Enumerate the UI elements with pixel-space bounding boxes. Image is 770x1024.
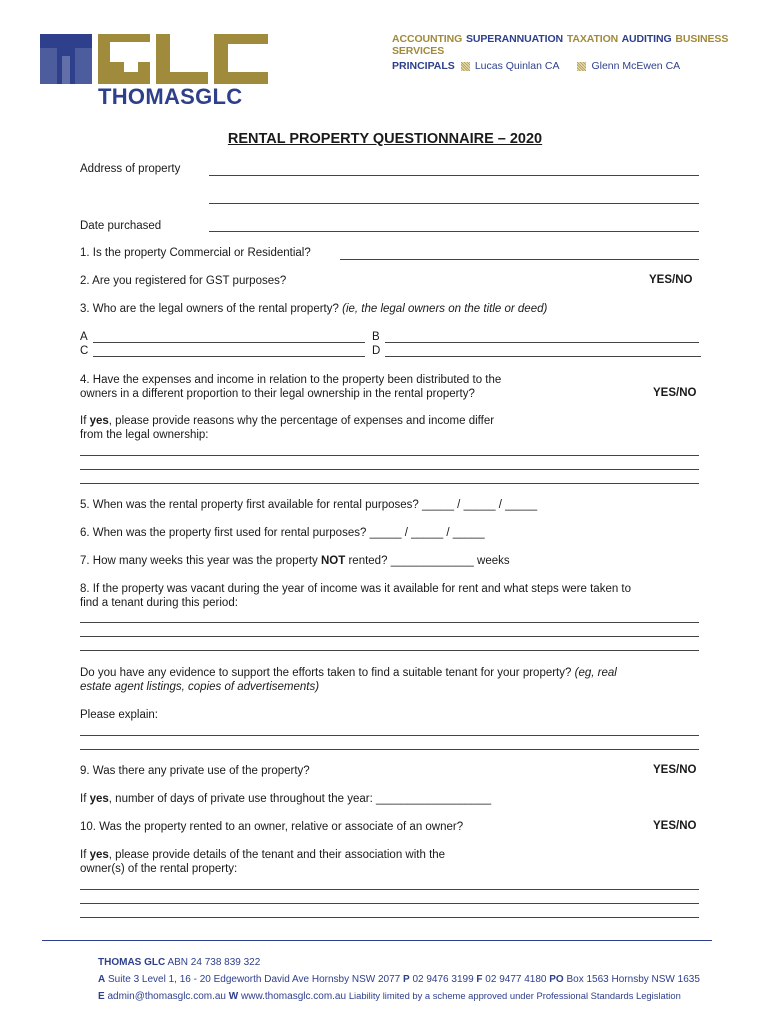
question-6 [80, 526, 485, 541]
question-10-followup-1 [80, 848, 445, 863]
question-8-line-1: 8. If the property was vacant during the year of income was it available for rent and what steps were taken to [80, 583, 632, 595]
footer-phone: 02 9476 3199 [412, 974, 474, 985]
question-4-followup-2: from the legal ownership: [80, 429, 209, 441]
owner-b-field[interactable] [385, 342, 699, 343]
footer-email[interactable]: admin@thomasglc.com.au [107, 991, 226, 1002]
footer-address: Suite 3 Level 1, 16 - 20 Edgeworth David Ave Hornsby NSW 2077 [108, 974, 401, 985]
question-10-followup-2: owner(s) of the rental property: [80, 863, 238, 875]
evidence-text: Do you have any evidence to support the efforts taken to find a suitable tenant for your property? [80, 667, 572, 679]
footer-firm: THOMAS GLC [98, 957, 166, 968]
service-auditing: AUDITING [621, 33, 672, 45]
footer-address-line [98, 974, 700, 985]
label-f: F [476, 974, 483, 985]
yes-bold: yes [89, 415, 109, 427]
service-taxation: TAXATION [566, 33, 619, 45]
label-e: E [98, 991, 105, 1002]
question-10-answer-line-3[interactable] [80, 917, 699, 918]
thomasglc-logo-mark [40, 34, 270, 86]
weeks-unit: weeks [477, 555, 510, 567]
footer-po-box: Box 1563 Hornsby NSW 1635 [566, 974, 700, 985]
footer-website[interactable]: www.thomasglc.com.au [241, 991, 347, 1002]
question-6-text: 6. When was the property first used for rental purposes? [80, 527, 367, 539]
not-bold: NOT [320, 555, 346, 567]
principal-2: Glenn McEwen CA [591, 60, 681, 72]
question-4-line-2: owners in a different proportion to their legal ownership in the rental property? [80, 388, 475, 400]
logo-wordmark: THOMASGLC [98, 84, 243, 109]
label-w: W [228, 991, 239, 1002]
yes-bold: yes [89, 793, 109, 805]
question-8-answer-line-1[interactable] [80, 622, 699, 623]
service-accounting: ACCOUNTING [392, 33, 463, 45]
question-9-followup [80, 792, 491, 807]
question-5-date-field[interactable]: _____ / _____ / _____ [422, 499, 538, 511]
followup-text: , number of days of private use throughout the year: [108, 793, 373, 805]
address-label: Address of property [80, 163, 181, 175]
page-title: RENTAL PROPERTY QUESTIONNAIRE – 2020 [227, 131, 543, 147]
question-9: 9. Was there any private use of the property? [80, 765, 310, 777]
service-business: BUSINESS SERVICES [392, 33, 729, 57]
principals-label: PRINCIPALS [392, 60, 455, 72]
address-field-line-2[interactable] [209, 203, 699, 204]
evidence-answer-line-2[interactable] [80, 749, 699, 750]
question-10-yes-no[interactable]: YES/NO [653, 820, 697, 832]
footer-contact-line [98, 990, 681, 1002]
footer-firm-line [98, 957, 260, 968]
question-4-answer-line-3[interactable] [80, 483, 699, 484]
question-4-answer-line-1[interactable] [80, 455, 699, 456]
if-text: If [80, 415, 87, 427]
question-6-date-field[interactable]: _____ / _____ / _____ [369, 527, 485, 539]
footer-divider [42, 940, 712, 941]
question-1: 1. Is the property Commercial or Residential? [80, 247, 311, 259]
private-use-days-field[interactable]: __________________ [376, 793, 492, 805]
question-7 [80, 554, 510, 569]
label-a: A [98, 974, 106, 985]
owner-c-label: C [80, 345, 89, 357]
principals-line [392, 60, 680, 72]
followup-text: , please provide details of the tenant and their association with the [108, 849, 446, 861]
owner-a-field[interactable] [93, 342, 365, 343]
owner-a-label: A [80, 331, 88, 343]
question-9-yes-no[interactable]: YES/NO [653, 764, 697, 776]
question-2: 2. Are you registered for GST purposes? [80, 275, 287, 287]
question-5-text: 5. When was the rental property first available for rental purposes? [80, 499, 419, 511]
bullet-square-icon [577, 62, 586, 71]
bullet-square-icon [461, 62, 470, 71]
footer-abn: ABN 24 738 839 322 [167, 957, 261, 968]
question-3-text: 3. Who are the legal owners of the rental property? [80, 303, 339, 315]
question-10: 10. Was the property rented to an owner, relative or associate of an owner? [80, 821, 464, 833]
date-purchased-label: Date purchased [80, 220, 162, 232]
address-field-line-1[interactable] [209, 175, 699, 176]
services-line [392, 33, 770, 57]
principal-1: Lucas Quinlan CA [474, 60, 560, 72]
please-explain-label: Please explain: [80, 709, 158, 721]
question-7-text-2: rented? [348, 555, 388, 567]
question-4-line-1: 4. Have the expenses and income in relation to the property been distributed to the [80, 374, 502, 386]
date-purchased-field[interactable] [209, 231, 699, 232]
yes-bold: yes [89, 849, 109, 861]
question-4-answer-line-2[interactable] [80, 469, 699, 470]
question-10-answer-line-1[interactable] [80, 889, 699, 890]
question-8-answer-line-3[interactable] [80, 650, 699, 651]
question-8-line-2: find a tenant during this period: [80, 597, 238, 609]
evidence-question-line-1 [80, 666, 617, 681]
if-text: If [80, 849, 87, 861]
question-7-text: 7. How many weeks this year was the property [80, 555, 318, 567]
owner-b-label: B [372, 331, 380, 343]
evidence-answer-line-1[interactable] [80, 735, 699, 736]
question-7-weeks-field[interactable]: _____________ [390, 555, 474, 567]
label-po: PO [549, 974, 564, 985]
question-1-field[interactable] [340, 259, 699, 260]
question-10-answer-line-2[interactable] [80, 903, 699, 904]
footer-fax: 02 9477 4180 [485, 974, 547, 985]
owner-d-field[interactable] [385, 356, 701, 357]
question-3-note: (ie, the legal owners on the title or deed) [342, 303, 548, 315]
if-text: If [80, 793, 87, 805]
question-3 [80, 302, 547, 317]
evidence-eg: (eg, real [574, 667, 617, 679]
service-superannuation: SUPERANNUATION [466, 33, 563, 45]
owner-d-label: D [372, 345, 381, 357]
evidence-question-line-2: estate agent listings, copies of advertisements) [80, 681, 320, 693]
owner-c-field[interactable] [93, 356, 365, 357]
label-p: P [403, 974, 410, 985]
followup-text: , please provide reasons why the percentage of expenses and income differ [108, 415, 495, 427]
question-4-yes-no[interactable]: YES/NO [653, 387, 697, 399]
question-5 [80, 498, 537, 513]
footer-liability: Liability limited by a scheme approved under Professional Standards Legislation [348, 990, 681, 1001]
question-4-followup-1 [80, 414, 494, 429]
question-8-answer-line-2[interactable] [80, 636, 699, 637]
question-2-yes-no[interactable]: YES/NO [649, 274, 693, 286]
